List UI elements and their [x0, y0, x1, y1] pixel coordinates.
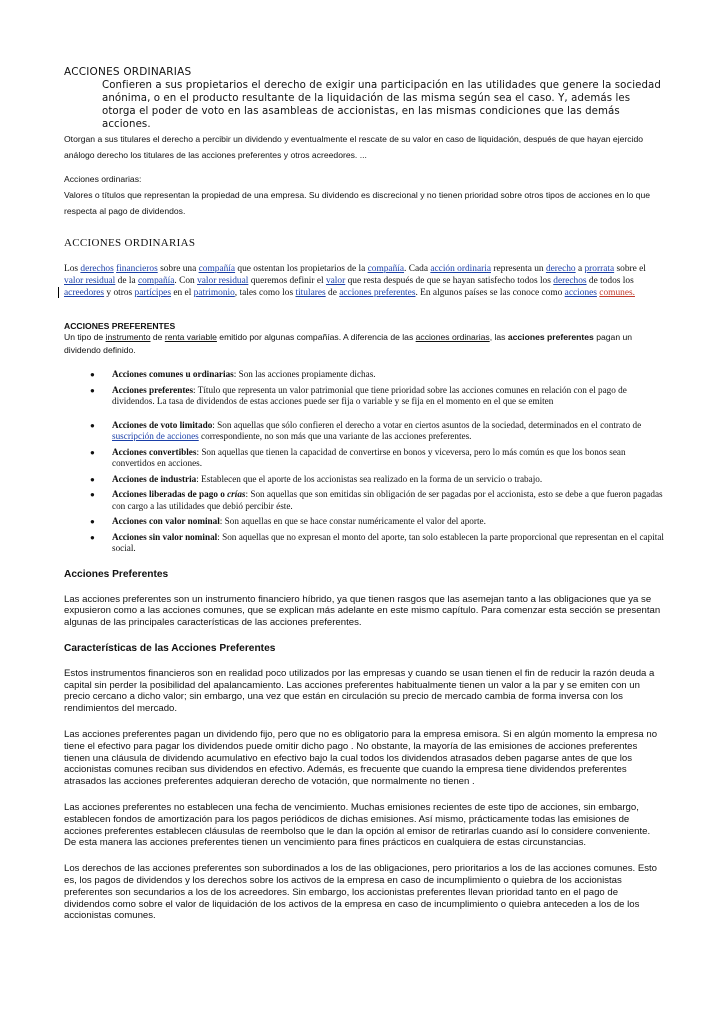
item-term: Acciones sin valor nominal	[112, 531, 218, 542]
item-term: Acciones con valor nominal	[112, 516, 220, 526]
link-compania[interactable]: compañía	[198, 264, 236, 274]
link-valor[interactable]: valor	[325, 276, 346, 286]
caracteristicas-paragraph-1: Estos instrumentos financieros son en realidad poco utilizados por las empresas y cuando se usan tienen el fin de reducir la razón deuda a capital sin perder la posibilidad del apalancamiento. Las acciones preferentes habitualmente tienen un valor a la par y se emiten con un precio cercano a dicho valor; sin embargo, una vez que están en circulación su precio de mercado cambia de forma inversa con los rendimientos del mercado.	[64, 667, 655, 715]
text: que resta después de que se hayan satisfecho todos los	[345, 276, 554, 286]
list-item	[90, 420, 664, 443]
item-term: Acciones convertibles	[112, 446, 197, 457]
item-text: : Son aquellas que sólo confieren el derecho a votar en ciertos asuntos de la sociedad, determinados en el contrato de	[212, 419, 642, 430]
caracteristicas-heading: Características de las Acciones Preferentes	[64, 642, 276, 654]
preferentes-title: ACCIONES PREFERENTES	[64, 321, 176, 331]
item-text: : Título que representa un valor patrimonial que tiene prioridad sobre las acciones comunes en relación con el pago de dividendos. La tasa de dividendos de estas acciones puede ser fija o variable y se fija en el momento en el que se emiten	[112, 384, 627, 406]
text: Un tipo de	[64, 332, 106, 342]
item-term-italic: crías	[227, 489, 246, 499]
item-text: : Son aquellas que son emitidas sin obligación de ser pagadas por el accionista, esto se debe a que fueron pagadas con cargo a las utilidades que debió percibir éste.	[112, 489, 663, 511]
document-page	[64, 66, 664, 922]
text: . Con	[174, 276, 198, 286]
ordinarias-text: Valores o títulos que representan la propiedad de una empresa. Su dividendo es discrecional y no tienen prioridad sobre otros tipos de acciones en lo que respecta al pago de dividendos.	[64, 190, 651, 216]
link-accion-ordinaria[interactable]: acción ordinaria	[430, 264, 491, 274]
link-valor-residual[interactable]: valor residual	[64, 276, 116, 286]
list-item	[90, 447, 664, 470]
list-item	[90, 369, 664, 381]
item-term: Acciones comunes u ordinarias	[112, 369, 234, 379]
text: . Cada	[404, 264, 431, 274]
text: y otros	[104, 288, 135, 298]
text: en el	[171, 288, 194, 298]
item-text: : Son las acciones propiamente dichas.	[233, 369, 376, 379]
text: , las	[489, 332, 508, 342]
link-patrimonio[interactable]: patrimonio	[193, 288, 235, 298]
renta-variable-term[interactable]: renta variable	[164, 332, 217, 342]
text: pagan un dividendo definido.	[64, 332, 633, 355]
caracteristicas-paragraph-2: Las acciones preferentes pagan un dividendo fijo, pero que no es obligatorio para la empresa emisora. Si en algún momento la empresa no tiene el efectivo para pagar los dividendos puede omitir dicho pago . No obstante, la mayoría de las emisiones de acciones preferentes tienen una cláusula de dividendo acumulativo en efectivo bajo la cual todos los dividendos atrasados deben pagarse antes de que los accionistas comunes reciban sus dividendos en efectivo. Además, es frecuente que cuando la empresa tiene dividendos preferentes atrasados las acciones preferentes adquieran derecho de votación, que normalmente no tienen .	[64, 729, 658, 788]
text: de	[150, 332, 165, 342]
text: sobre una	[157, 264, 199, 274]
link-participes[interactable]: partícipes	[134, 288, 171, 298]
otorgan-paragraph: Otorgan a sus titulares el derecho a percibir un dividendo y eventualmente el rescate de su valor en caso de liquidación, después de que hayan ejercido análogo derecho los titulares de las acciones preferentes y otros acreedores. ...	[64, 134, 644, 160]
link-financieros[interactable]: financieros	[116, 264, 158, 274]
text: que ostentan los propietarios de la	[235, 264, 368, 274]
text: Los	[64, 264, 81, 274]
heading-title: ACCIONES ORDINARIAS	[64, 66, 192, 78]
list-item	[90, 532, 664, 555]
item-term: Acciones de voto limitado	[112, 419, 213, 430]
item-term: Acciones preferentes	[112, 384, 194, 395]
types-list	[64, 369, 664, 555]
text: , tales como los	[234, 288, 296, 298]
caracteristicas-paragraph-4: Los derechos de las acciones preferentes son subordinados a los de las obligaciones, pero prioritarios a los de las acciones comunes. Esto es, los pagos de dividendos y los derechos sobre los activos de la empresa en caso de incumplimiento o quiebra de los accionistas preferentes son secundarios a los de los acreedores. Sin embargo, los accionistas preferentes llevan prioridad tanto en el pago de dividendos como sobre el valor de liquidación de los activos de la empresa en caso de incumplimiento o quiebra anteceden a los de los accionistas comunes.	[64, 863, 658, 922]
instrumento-term[interactable]: instrumento	[105, 332, 151, 342]
item-text: : Son aquellas que tienen la capacidad de convertirse en bonos y viceversa, pero lo más común es que los bonos sean convertidos en acciones.	[112, 446, 626, 468]
acciones-ordinarias-term[interactable]: acciones ordinarias	[415, 332, 490, 342]
acciones-preferentes-heading: Acciones Preferentes	[64, 568, 169, 580]
list-item	[90, 474, 664, 486]
item-term: Acciones liberadas de pago o	[112, 489, 228, 499]
text: . En algunos países se las conoce como	[415, 288, 565, 298]
text: representa un	[491, 264, 546, 274]
heading-indented-text: Confieren a sus propietarios el derecho de exigir una participación en las utilidades que genere la sociedad anónima, o en el producto resultante de la liquidación de las misma según sea el caso. Y, además les otorga el poder de voto en las asambleas de accionistas, en las mismas condiciones que las demás acciones.	[102, 80, 661, 130]
item-text: : Son aquellas que no expresan el monto del aporte, tan solo establecen la parte proporcional que representan en el capital social.	[112, 531, 664, 553]
link-valor-residual-2[interactable]: valor residual	[197, 276, 249, 286]
preferentes-body	[64, 331, 664, 357]
list-item	[90, 516, 664, 528]
item-text: : Son aquellas en que se hace constar numéricamente el valor del aporte.	[219, 516, 486, 526]
link-derechos[interactable]: derechos	[80, 264, 114, 274]
item-term: Acciones de industria	[112, 473, 197, 484]
text-cursor	[58, 287, 59, 298]
item-text: correspondiente, no son más que una variante de las acciones preferentes.	[198, 431, 472, 441]
text: emitido por algunas compañías. A diferencia de las	[216, 332, 416, 342]
link-acreedores[interactable]: acreedores	[64, 288, 105, 298]
link-derecho[interactable]: derecho	[545, 264, 576, 274]
link-comunes[interactable]: comunes.	[599, 288, 635, 298]
text: a	[575, 264, 585, 274]
text: sobre el	[614, 264, 646, 274]
text: queremos definir el	[248, 276, 326, 286]
link-compania-3[interactable]: compañía	[137, 276, 175, 286]
item-text: : Establecen que el aporte de los accionistas sea realizado en la forma de un servicio o trabajo.	[196, 473, 543, 484]
link-acciones[interactable]: acciones	[564, 288, 597, 298]
link-compania-2[interactable]: compañía	[367, 264, 405, 274]
link-prorrata[interactable]: prorrata	[584, 264, 615, 274]
serif-section-title: ACCIONES ORDINARIAS	[64, 237, 196, 249]
text: de la	[115, 276, 138, 286]
link-titulares[interactable]: titulares	[295, 288, 326, 298]
acciones-preferentes-paragraph: Las acciones preferentes son un instrumento financiero híbrido, ya que tienen rasgos que las asemejan tanto a las obligaciones que ya se expusieron como a las acciones comunes, que se explican más adelante en este mismo capítulo. Para comenzar esta sección se presentan algunas de las principales características de las acciones preferentes.	[64, 593, 661, 629]
list-item	[90, 385, 664, 408]
acciones-preferentes-bold: acciones preferentes	[507, 332, 594, 342]
caracteristicas-paragraph-3: Las acciones preferentes no establecen una fecha de vencimiento. Muchas emisiones recientes de este tipo de acciones, sin embargo, establecen fondos de amortización para los pagos periódicos de dichas emisiones. Así mismo, prácticamente todas las emisiones de acciones preferentes establecen cláusulas de reembolso que le dan la opción al emisor de retirarlas cuando así lo considere conveniente. De esta manera las acciones preferentes tienen un vencimiento para fines prácticos en cualquiera de estas circunstancias.	[64, 802, 651, 849]
link-acciones-preferentes[interactable]: acciones preferentes	[339, 288, 416, 298]
link-suscripcion-acciones[interactable]: suscripción de acciones	[112, 431, 199, 441]
text: de todos los	[586, 276, 634, 286]
link-derechos-2[interactable]: derechos	[553, 276, 587, 286]
ordinarias-label: Acciones ordinarias:	[64, 174, 142, 184]
serif-section-body	[64, 263, 664, 299]
list-item	[90, 489, 664, 512]
text: de	[325, 288, 340, 298]
